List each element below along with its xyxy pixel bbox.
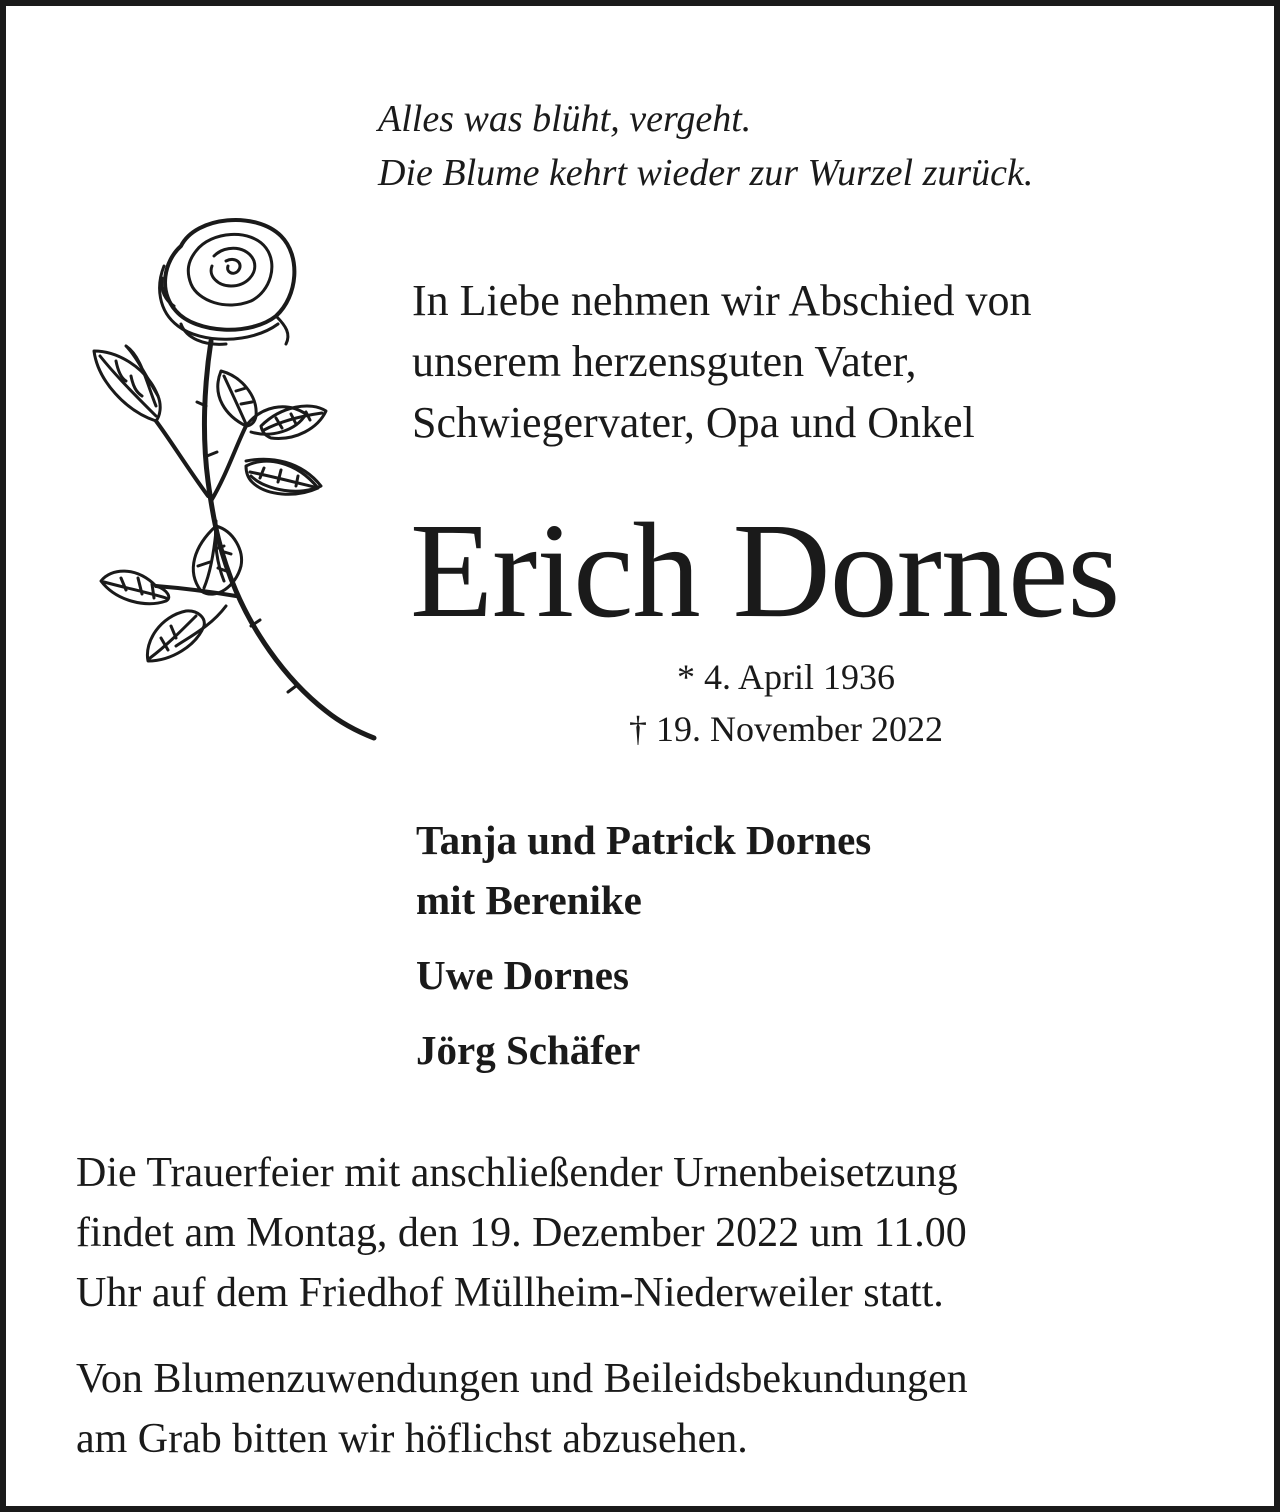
rose-stem bbox=[204, 341, 374, 738]
funeral-service-info bbox=[76, 1143, 967, 1323]
service-line: Die Trauerfeier mit anschließender Urnenbeisetzung bbox=[76, 1150, 958, 1196]
mourner-group bbox=[416, 1020, 871, 1080]
mourners-list bbox=[416, 810, 871, 1095]
life-dates bbox=[566, 651, 1006, 755]
mourner-line: Jörg Schäfer bbox=[416, 1027, 641, 1073]
mourner-line: mit Berenike bbox=[416, 877, 642, 923]
motto-quote bbox=[378, 92, 1033, 200]
rose-leaf bbox=[101, 571, 169, 604]
request-line: am Grab bitten wir höflichst abzusehen. bbox=[76, 1416, 748, 1462]
rose-leaf bbox=[218, 371, 256, 426]
mourner-line: Tanja und Patrick Dornes bbox=[416, 817, 872, 863]
deceased-name: Erich Dornes bbox=[410, 496, 1120, 646]
motto-line: Alles was blüht, vergeht. bbox=[378, 98, 752, 140]
mourner-group bbox=[416, 810, 871, 930]
service-line: findet am Montag, den 19. Dezember 2022 um 11.00 bbox=[76, 1210, 967, 1256]
intro-line: In Liebe nehmen wir Abschied von bbox=[412, 276, 1032, 325]
birth-date: * 4. April 1936 bbox=[676, 657, 895, 697]
mourner-line: Uwe Dornes bbox=[416, 952, 629, 998]
farewell-intro bbox=[412, 270, 1032, 453]
condolence-request bbox=[76, 1349, 968, 1469]
rose-bloom bbox=[160, 220, 295, 344]
rose-icon bbox=[86, 206, 386, 751]
intro-line: unserem herzensguten Vater, bbox=[412, 337, 917, 386]
intro-line: Schwiegervater, Opa und Onkel bbox=[412, 398, 975, 447]
request-line: Von Blumenzuwendungen und Beileidsbekundungen bbox=[76, 1356, 968, 1402]
motto-line: Die Blume kehrt wieder zur Wurzel zurück. bbox=[378, 152, 1034, 194]
service-line: Uhr auf dem Friedhof Müllheim-Niederweiler statt. bbox=[76, 1270, 944, 1316]
mourner-group bbox=[416, 945, 871, 1005]
death-date: † 19. November 2022 bbox=[629, 709, 943, 749]
